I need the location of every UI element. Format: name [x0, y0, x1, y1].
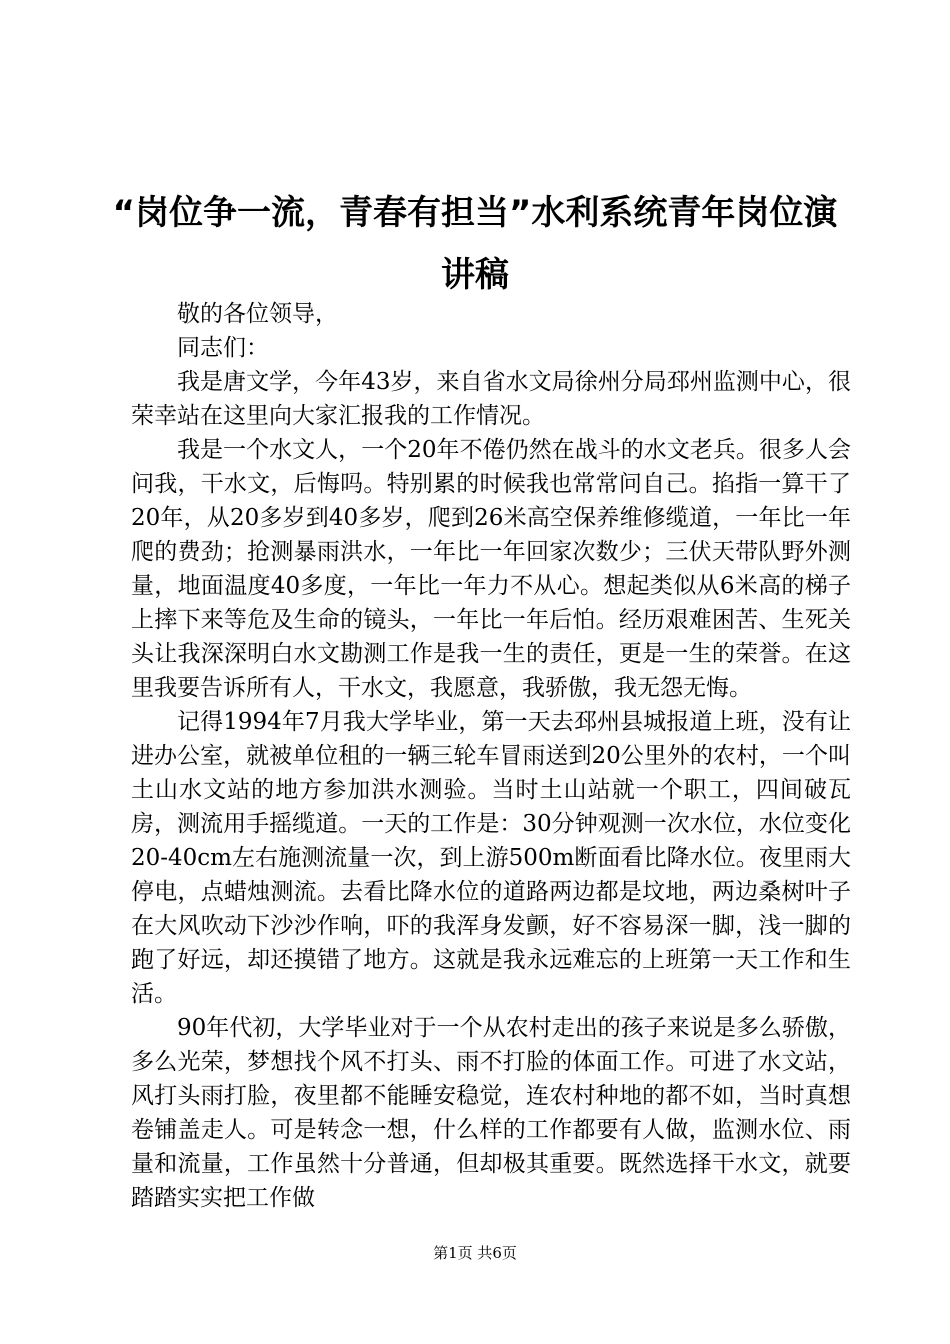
body-paragraph: 90年代初，大学毕业对于一个从农村走出的孩子来说是多么骄傲，多么光荣，梦想找个风不打头、雨不打脸的体面工作。可进了水文站，风打头雨打脸，夜里都不能睡安稳觉，连农村种地的都不如，当时真想卷铺盖走人。可是转念一想，什么样的工作都要有人做，监测水位、雨量和流量，工作虽然十分普通，但却极其重要。既然选择干水文，就要踏踏实实把工作做 — [131, 1015, 851, 1211]
body-paragraph: 我是唐文学，今年43岁，来自省水文局徐州分局邳州监测中心，很荣幸站在这里向大家汇报我的工作情况。 — [131, 369, 851, 429]
body-paragraph: 我是一个水文人，一个20年不倦仍然在战斗的水文老兵。很多人会问我，干水文，后悔吗。特别累的时候我也常常问自己。掐指一算干了20年，从20多岁到40多岁，爬到26米高空保养维修缆道，一年比一年爬的费劲；抢测暴雨洪水，一年比一年回家次数少；三伏天带队野外测量，地面温度40多度，一年比一年力不从心。想起类似从6米高的梯子上摔下来等危及生命的镜头，一年比一年后怕。经历艰难困苦、生死关头让我深深明白水文勘测工作是我一生的责任，更是一生的荣誉。在这里我要告诉所有人，干水文，我愿意，我骄傲，我无怨无悔。 — [131, 437, 851, 701]
document-body — [131, 297, 851, 1215]
document-title: “岗位争一流，青春有担当”水利系统青年岗位演讲稿 — [112, 193, 838, 295]
salutation-line: 同志们： — [177, 335, 269, 361]
salutation-line: 敬的各位领导， — [177, 301, 338, 327]
page-footer: 第1页 共6页 — [433, 1244, 517, 1262]
body-paragraph: 记得1994年7月我大学毕业，第一天去邳州县城报道上班，没有让进办公室，就被单位租的一辆三轮车冒雨送到20公里外的农村，一个叫土山水文站的地方参加洪水测验。当时土山站就一个职工，四间破瓦房，测流用手摇缆道。一天的工作是：30分钟观测一次水位，水位变化20-40cm左右施测流量一次，到上游500m断面看比降水位。夜里雨大停电，点蜡烛测流。去看比降水位的道路两边都是坟地，两边桑树叶子在大风吹动下沙沙作响，吓的我浑身发颤，好不容易深一脚，浅一脚的跑了好远，却还摸错了地方。这就是我永远难忘的上班第一天工作和生活。 — [131, 709, 851, 1007]
